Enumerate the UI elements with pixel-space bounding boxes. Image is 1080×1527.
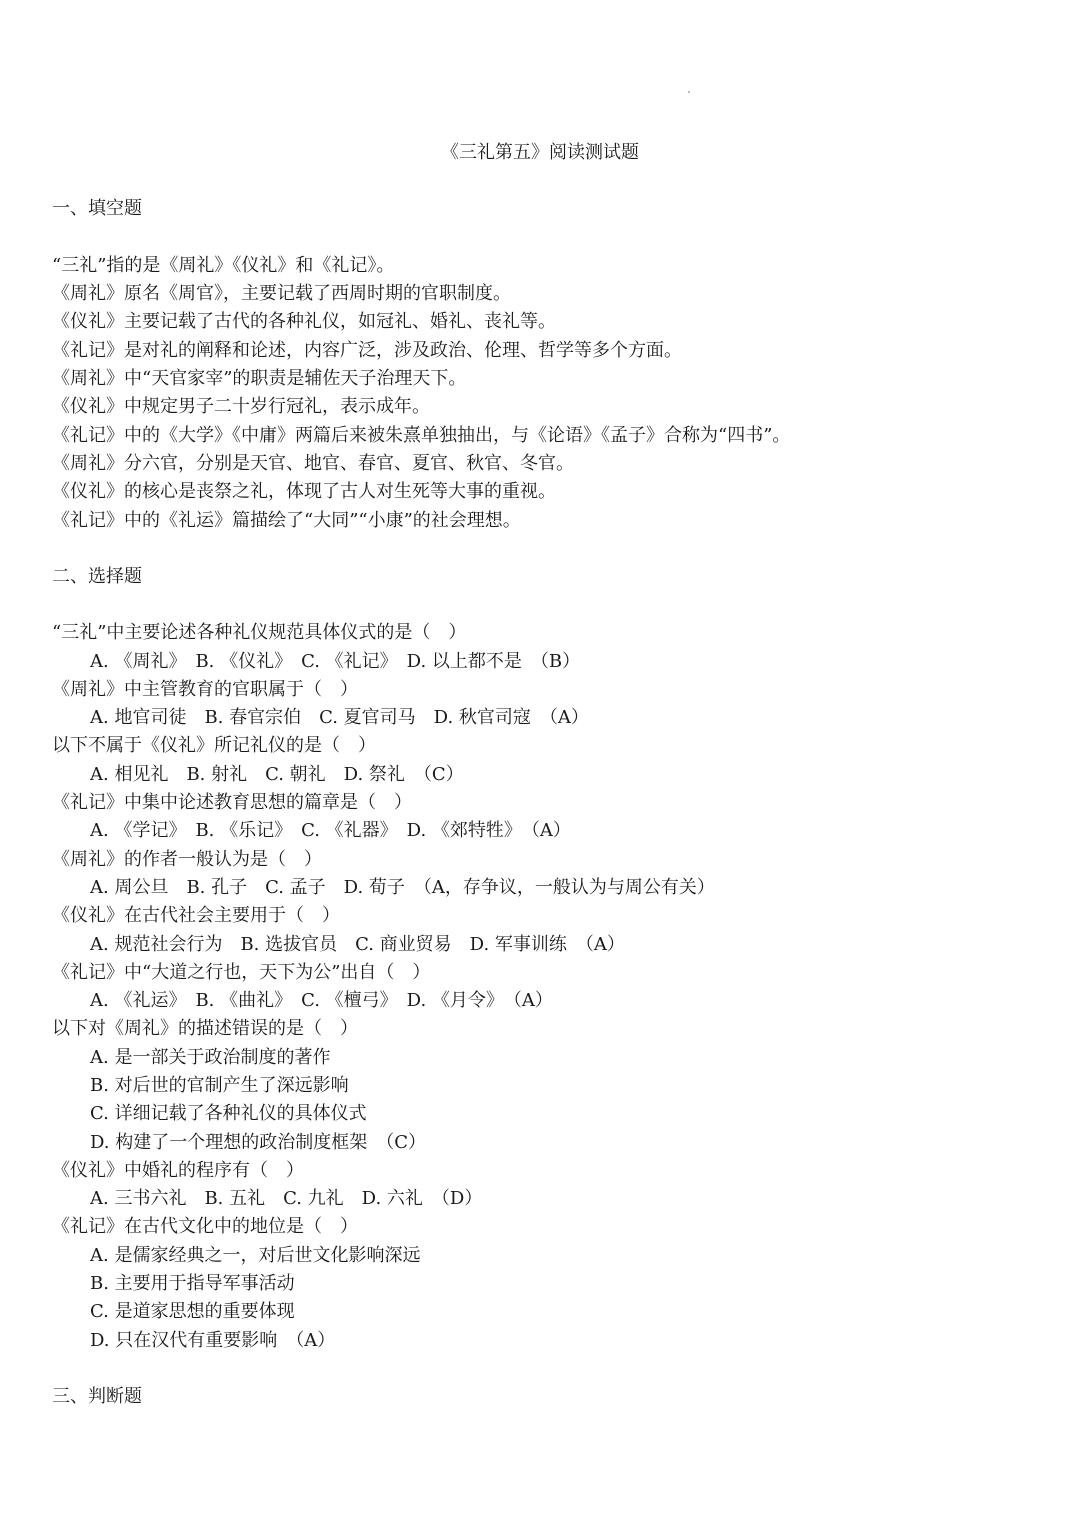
question-stem: 《周礼》中主管教育的官职属于（ ） xyxy=(52,679,358,700)
fill-line: 《礼记》是对礼的阐释和论述，内容广泛，涉及政治、伦理、哲学等多个方面。 xyxy=(52,340,682,361)
fill-line: “三礼”指的是《周礼》《仪礼》和《礼记》。 xyxy=(52,255,395,276)
page-title: 《三礼第五》阅读测试题 xyxy=(441,142,639,163)
question-options: A. 相见礼 B. 射礼 C. 朝礼 D. 祭礼 （C） xyxy=(90,764,464,785)
fill-line: 《仪礼》中规定男子二十岁行冠礼，表示成年。 xyxy=(52,396,430,417)
question-stem: 以下不属于《仪礼》所记礼仪的是（ ） xyxy=(52,735,376,756)
question-stem: 《仪礼》在古代社会主要用于（ ） xyxy=(52,905,340,926)
question-option: B. 主要用于指导军事活动 xyxy=(90,1273,295,1294)
fill-line: 《仪礼》的核心是丧祭之礼，体现了古人对生死等大事的重视。 xyxy=(52,481,556,502)
question-stem: 《礼记》在古代文化中的地位是（ ） xyxy=(52,1216,358,1237)
question-option: A. 是儒家经典之一，对后世文化影响深远 xyxy=(90,1245,421,1266)
question-options: A. 三书六礼 B. 五礼 C. 九礼 D. 六礼 （D） xyxy=(90,1188,483,1209)
section-heading-fill: 一、填空题 xyxy=(52,198,142,219)
question-stem: 以下对《周礼》的描述错误的是（ ） xyxy=(52,1018,358,1039)
question-option: C. 详细记载了各种礼仪的具体仪式 xyxy=(90,1103,367,1124)
question-options: A. 《学记》 B. 《乐记》 C. 《礼器》 D. 《郊特牲》 （A） xyxy=(90,820,571,841)
question-option: D. 构建了一个理想的政治制度框架 （C） xyxy=(90,1132,427,1153)
question-options: A. 规范社会行为 B. 选拔官员 C. 商业贸易 D. 军事训练 （A） xyxy=(90,934,625,955)
question-options: A. 《礼运》 B. 《曲礼》 C. 《檀弓》 D. 《月令》 （A） xyxy=(90,990,553,1011)
question-option: C. 是道家思想的重要体现 xyxy=(90,1301,295,1322)
question-stem: 《周礼》的作者一般认为是（ ） xyxy=(52,849,322,870)
question-stem: 《礼记》中集中论述教育思想的篇章是（ ） xyxy=(52,792,412,813)
question-option: A. 是一部关于政治制度的著作 xyxy=(90,1047,331,1068)
question-options: A. 《周礼》 B. 《仪礼》 C. 《礼记》 D. 以上都不是 （B） xyxy=(90,651,581,672)
question-stem: “三礼”中主要论述各种礼仪规范具体仪式的是（ ） xyxy=(52,622,467,643)
question-options: A. 周公旦 B. 孔子 C. 孟子 D. 荀子 （A，存争议，一般认为与周公有关） xyxy=(90,877,715,898)
section-heading-judge: 三、判断题 xyxy=(52,1386,142,1407)
question-option: B. 对后世的官制产生了深远影响 xyxy=(90,1075,349,1096)
scan-speck xyxy=(688,91,690,93)
fill-line: 《周礼》原名《周官》，主要记载了西周时期的官职制度。 xyxy=(52,283,511,304)
fill-line: 《仪礼》主要记载了古代的各种礼仪，如冠礼、婚礼、丧礼等。 xyxy=(52,311,556,332)
section-heading-choice: 二、选择题 xyxy=(52,566,142,587)
fill-line: 《礼记》中的《礼运》篇描绘了“大同”“小康”的社会理想。 xyxy=(52,510,521,531)
question-options: A. 地官司徒 B. 春官宗伯 C. 夏官司马 D. 秋官司寇 （A） xyxy=(90,707,589,728)
question-stem: 《仪礼》中婚礼的程序有（ ） xyxy=(52,1160,304,1181)
fill-line: 《周礼》分六官，分别是天官、地官、春官、夏官、秋官、冬官。 xyxy=(52,453,574,474)
fill-line: 《礼记》中的《大学》《中庸》两篇后来被朱熹单独抽出，与《论语》《孟子》合称为“四书”。 xyxy=(52,425,791,446)
question-stem: 《礼记》中“大道之行也，天下为公”出自（ ） xyxy=(52,962,431,983)
fill-line: 《周礼》中“天官家宰”的职责是辅佐天子治理天下。 xyxy=(52,368,467,389)
question-option: D. 只在汉代有重要影响 （A） xyxy=(90,1330,336,1351)
